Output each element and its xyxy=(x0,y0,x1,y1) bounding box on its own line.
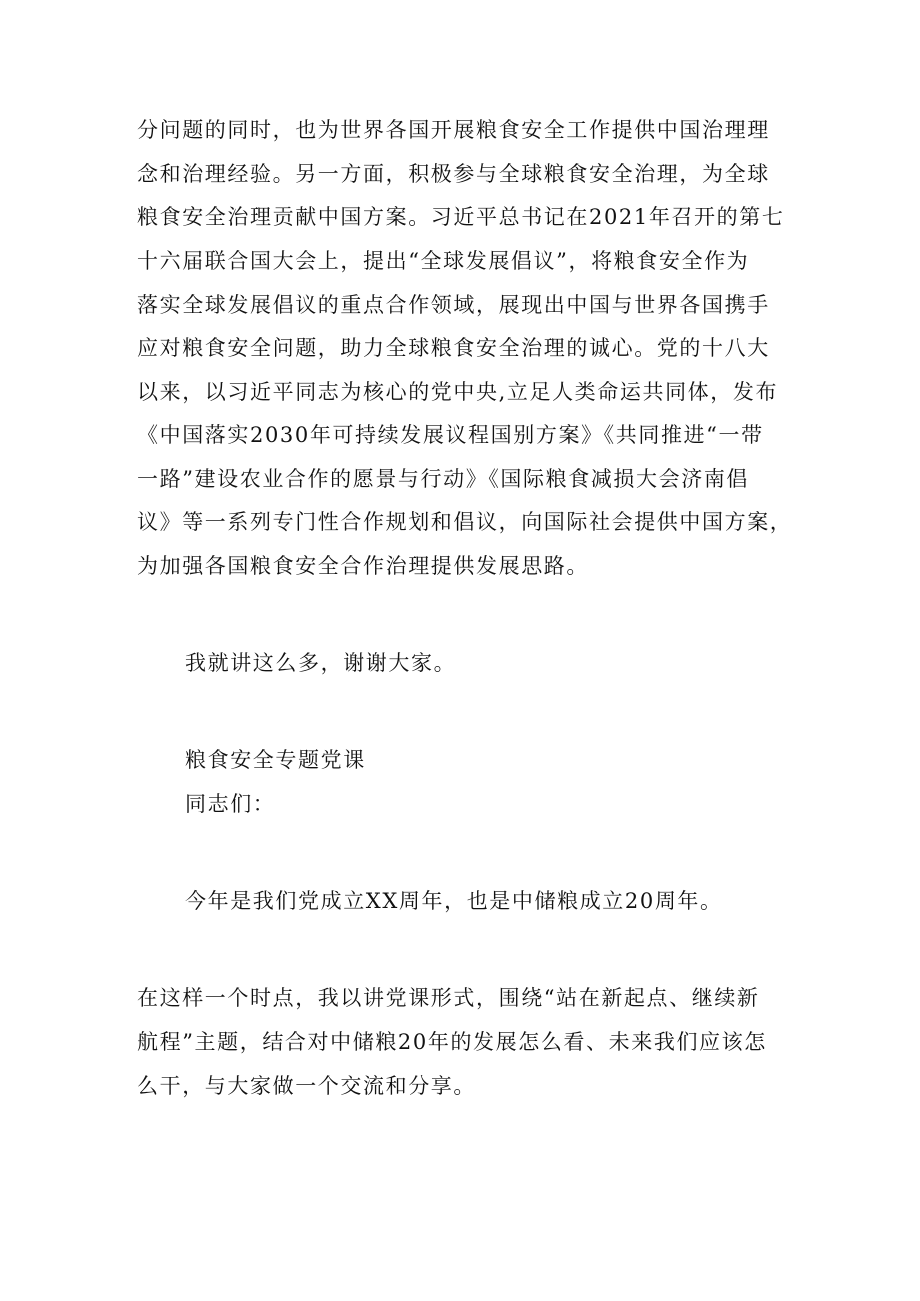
salutation: 同志们： xyxy=(185,792,276,816)
paragraph-line: 为加强各国粮食安全合作治理提供发展思路。 xyxy=(137,554,589,578)
paragraph-2: 今年是我们党成立XX周年，也是中储粮成立20周年。 xyxy=(185,889,723,913)
paragraph-line: 么干，与大家做一个交流和分享。 xyxy=(137,1074,476,1098)
paragraph-line: 分问题的同时，也为世界各国开展粮食安全工作提供中国治理理 xyxy=(137,118,770,142)
paragraph-line: 应对粮食安全问题，助力全球粮食安全治理的诚心。党的十八大 xyxy=(137,336,770,360)
paragraph-line: 航程”主题，结合对中储粮20年的发展怎么看、未来我们应该怎 xyxy=(137,1030,767,1054)
paragraph-line: 《中国落实2030年可持续发展议程国别方案》《共同推进“一带 xyxy=(137,423,764,447)
section-title: 粮食安全专题党课 xyxy=(185,748,366,772)
paragraph-line: 粮食安全治理贡献中国方案。习近平总书记在2021年召开的第七 xyxy=(137,205,785,229)
closing-remark: 我就讲这么多，谢谢大家。 xyxy=(185,651,457,675)
paragraph-line: 一路”建设农业合作的愿景与行动》《国际粮食减损大会济南倡 xyxy=(137,467,750,491)
paragraph-line: 十六届联合国大会上，提出“全球发展倡议”，将粮食安全作为 xyxy=(137,249,750,273)
paragraph-line: 以来，以习近平同志为核心的党中央,立足人类命运共同体，发布 xyxy=(137,380,779,404)
paragraph-line: 议》等一系列专门性合作规划和倡议，向国际社会提供中国方案， xyxy=(137,510,793,534)
paragraph-line: 在这样一个时点，我以讲党课形式，围绕“站在新起点、继续新 xyxy=(137,986,760,1010)
paragraph-line: 落实全球发展倡议的重点合作领域，展现出中国与世界各国携手 xyxy=(137,293,770,317)
paragraph-line: 念和治理经验。另一方面，积极参与全球粮食安全治理，为全球 xyxy=(137,162,770,186)
